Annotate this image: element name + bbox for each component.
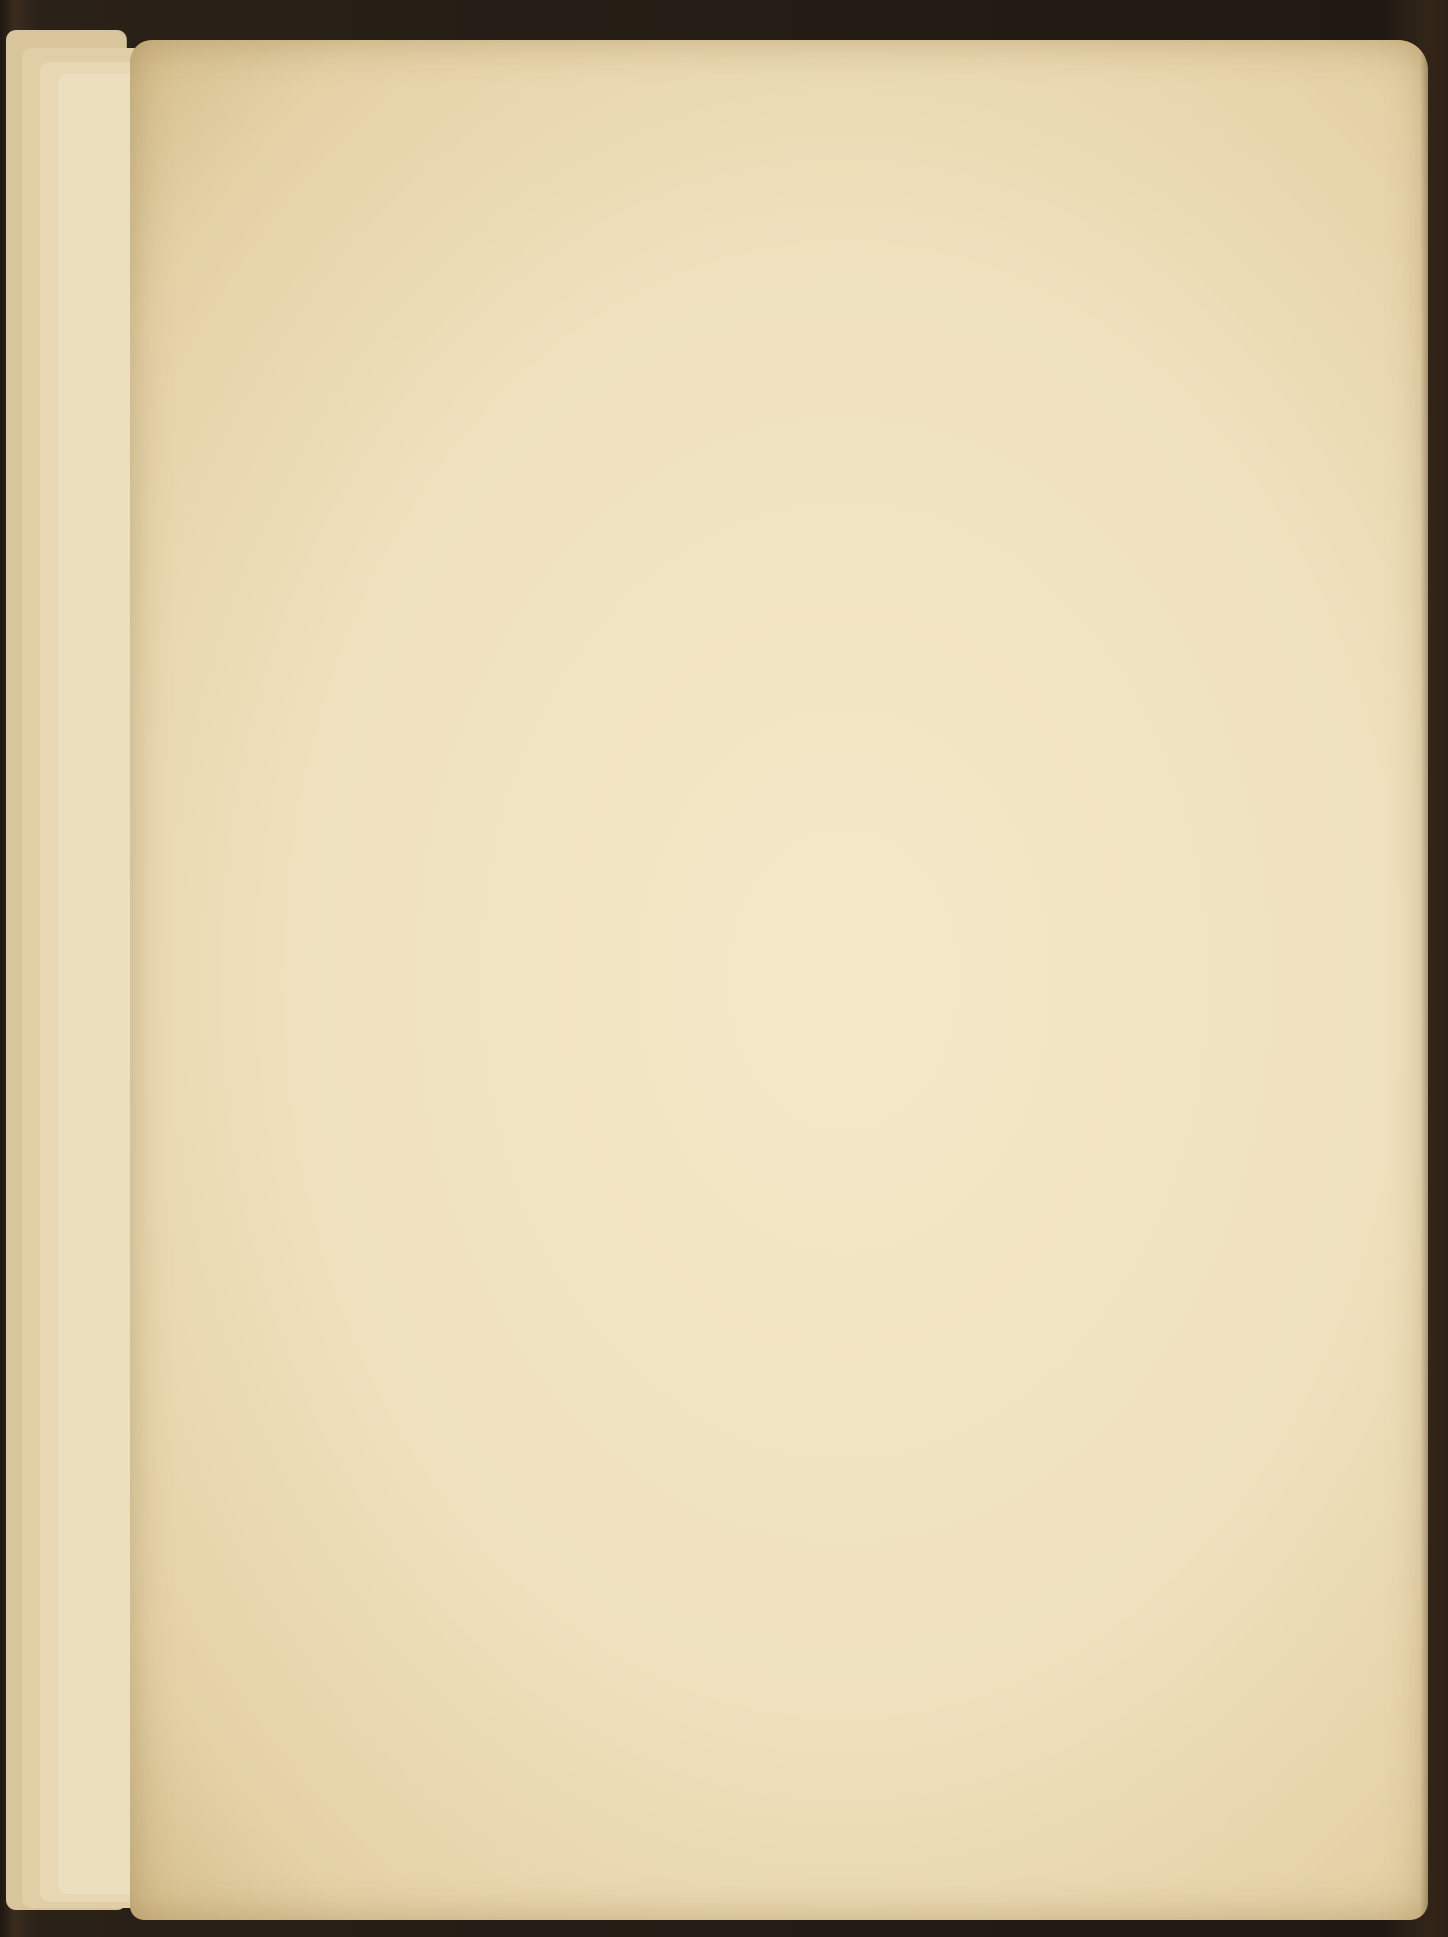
binding-shadow [1420,0,1448,1937]
running-head [317,160,1339,283]
page-content [317,160,1339,283]
book-page [130,40,1428,1920]
